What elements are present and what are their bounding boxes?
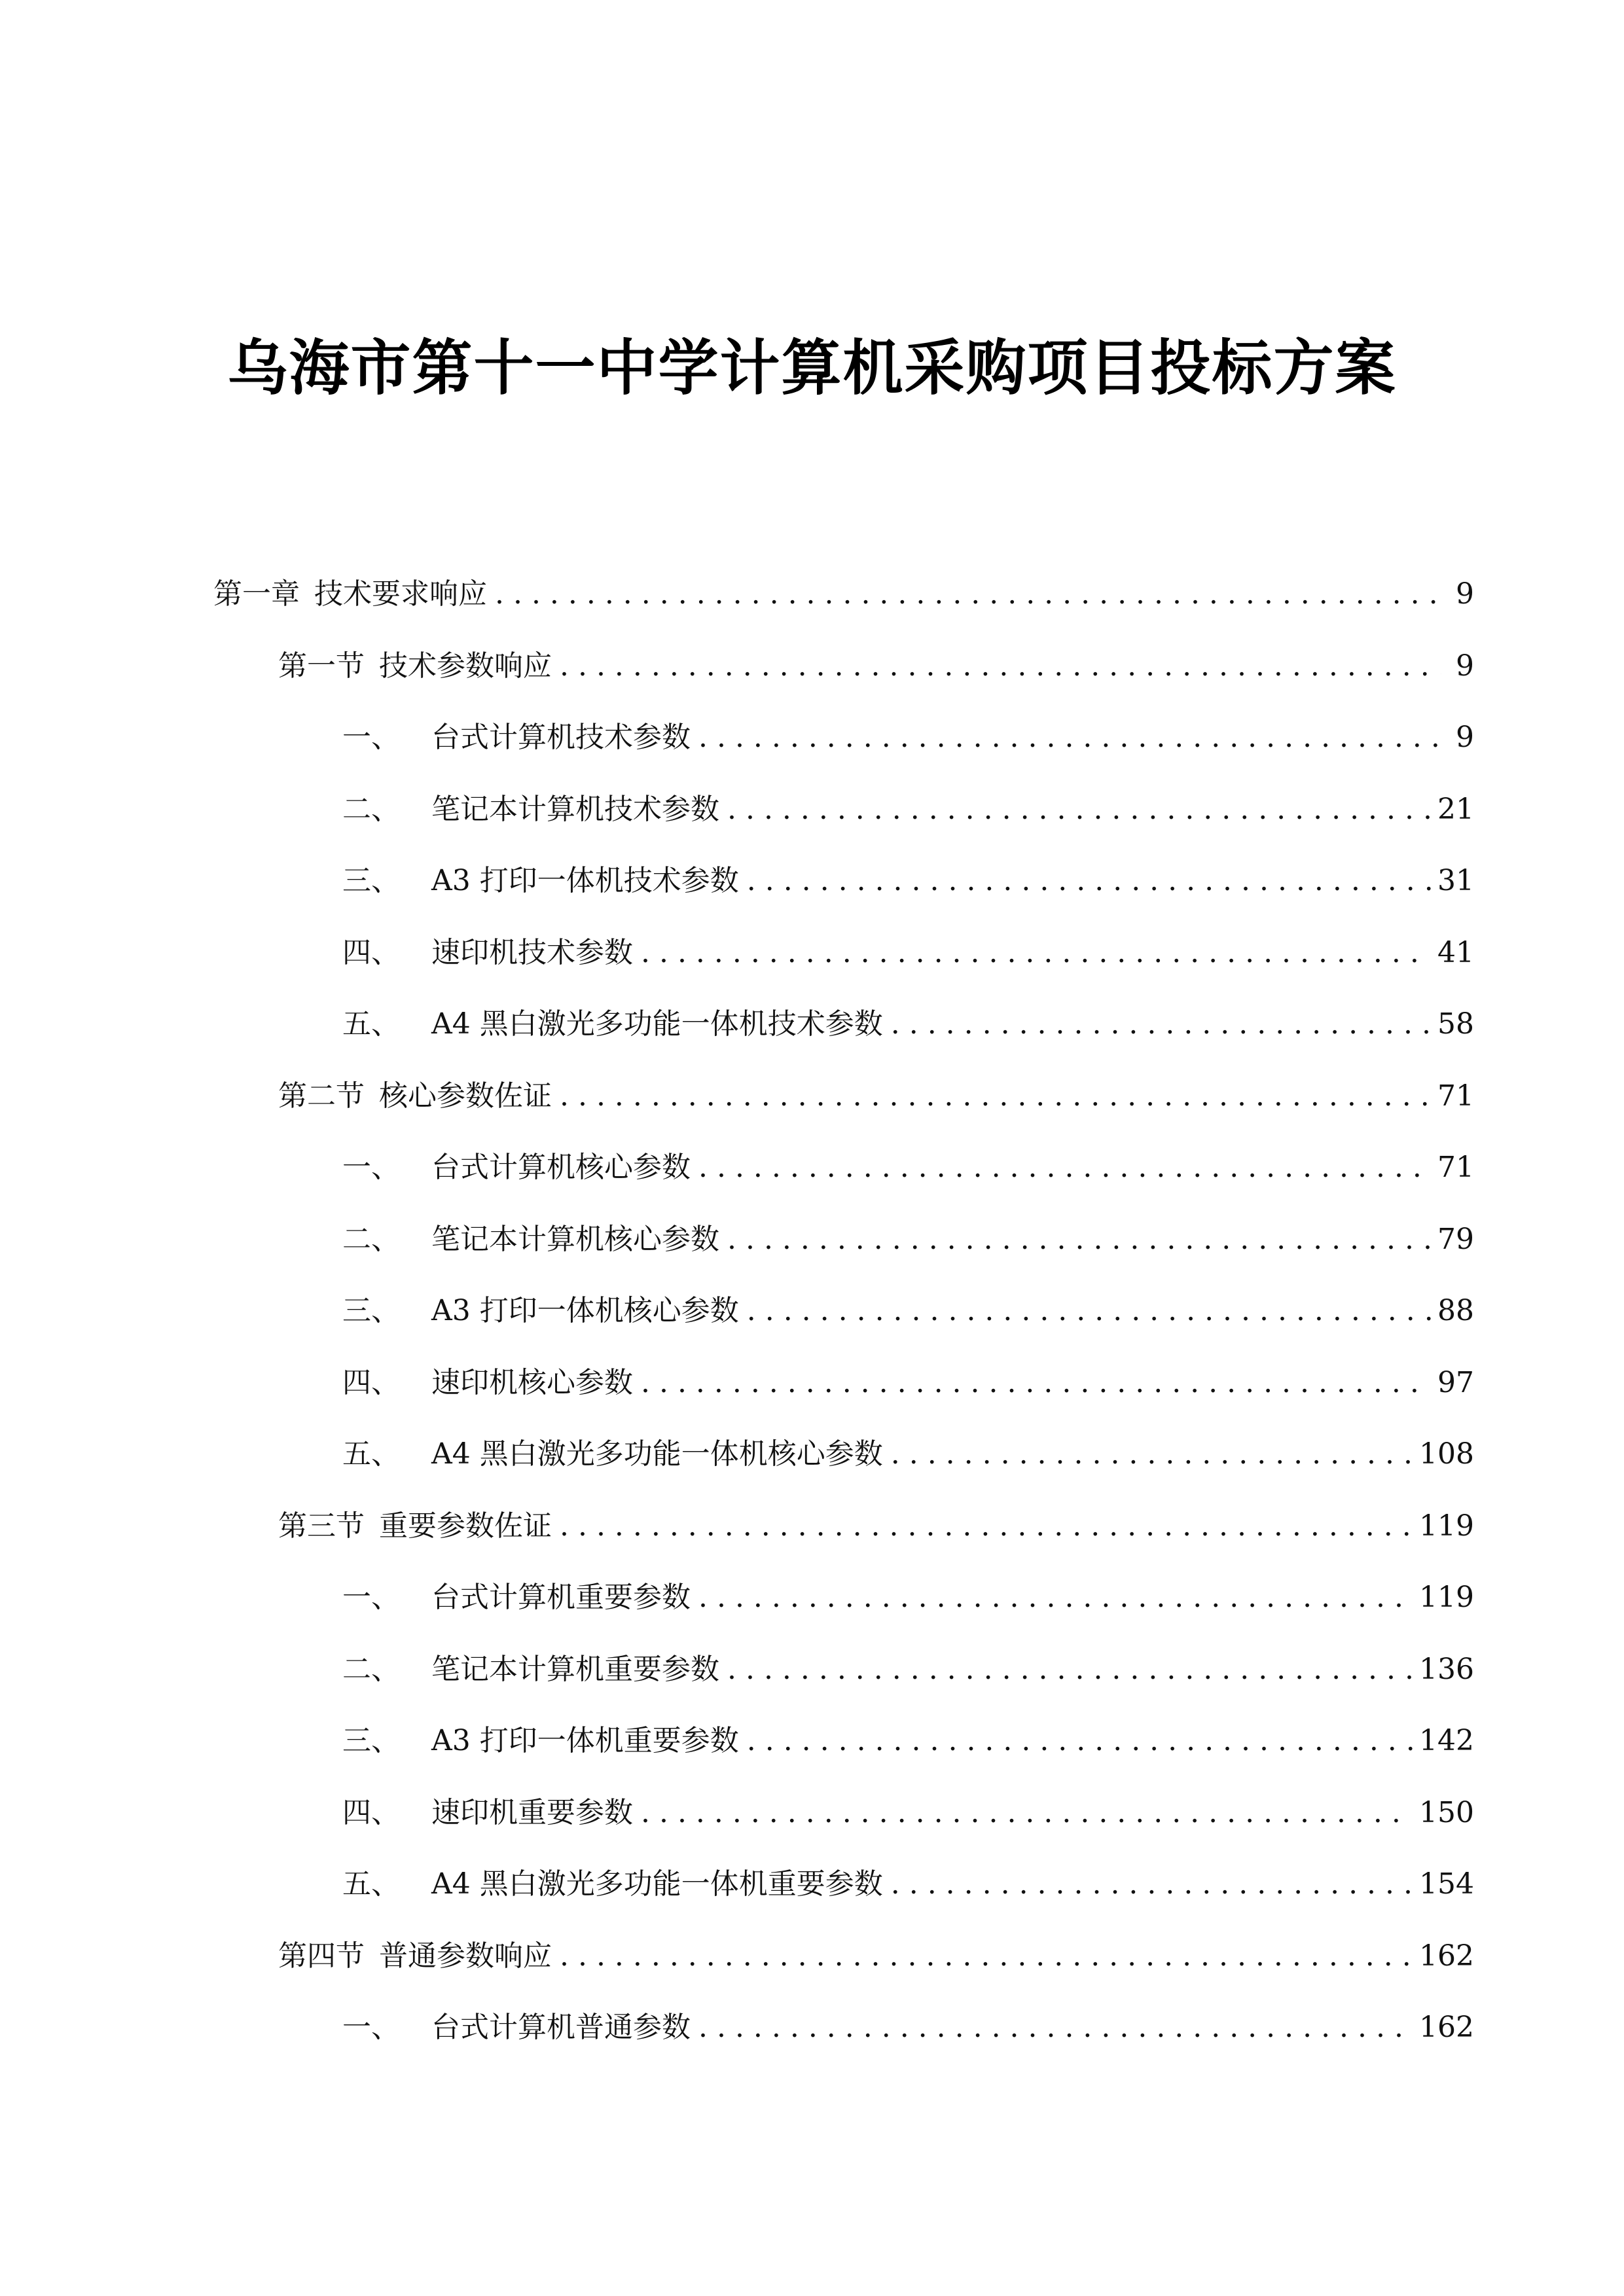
toc-entry-page-number: 9 (1456, 649, 1474, 683)
toc-dot-leader (727, 1643, 1413, 1696)
toc-entry[interactable] (342, 855, 1474, 907)
toc-entry[interactable] (278, 640, 1474, 692)
toc-entry[interactable] (342, 1357, 1474, 1409)
toc-entry[interactable] (342, 1858, 1474, 1910)
toc-entry-page-number: 97 (1437, 1365, 1474, 1399)
toc-entry-number: 第二节 (278, 1079, 365, 1113)
toc-dot-leader (641, 927, 1431, 979)
toc-entry-number: 一、 (342, 1151, 400, 1184)
toc-entry[interactable] (278, 1930, 1474, 1982)
toc-dot-leader (891, 998, 1431, 1050)
toc-entry-page-number: 136 (1419, 1652, 1474, 1686)
toc-entry-page-number: 21 (1437, 792, 1474, 826)
toc-entry-title: 笔记本计算机核心参数 (431, 1222, 719, 1256)
toc-dot-leader (891, 1428, 1413, 1480)
toc-entry-title: 台式计算机普通参数 (431, 2011, 691, 2044)
toc-entry-page-number: 150 (1419, 1795, 1474, 1829)
toc-dot-leader (747, 855, 1431, 907)
toc-entry-number: 五、 (342, 1437, 400, 1471)
toc-entry[interactable] (278, 1500, 1474, 1552)
toc-entry-number: 三、 (342, 864, 400, 897)
toc-entry-number: 五、 (342, 1867, 400, 1901)
toc-entry[interactable] (342, 1715, 1474, 1767)
toc-entry-title: 台式计算机重要参数 (431, 1581, 691, 1614)
toc-entry-title: A3 打印一体机重要参数 (431, 1724, 739, 1757)
toc-entry[interactable] (342, 1428, 1474, 1480)
toc-dot-leader (698, 2001, 1413, 2054)
toc-entry-title: 技术参数响应 (379, 649, 552, 683)
toc-entry-number: 第一章 (213, 577, 300, 611)
toc-entry-page-number: 9 (1456, 577, 1474, 611)
document-title: 乌海市第十一中学计算机采购项目投标方案 (227, 333, 1397, 403)
toc-entry[interactable] (342, 1787, 1474, 1839)
toc-entry-title: 笔记本计算机重要参数 (431, 1652, 719, 1686)
toc-entry-page-number: 31 (1437, 864, 1474, 897)
toc-dot-leader (891, 1858, 1413, 1910)
toc-entry-page-number: 142 (1419, 1724, 1474, 1757)
toc-entry[interactable] (342, 1213, 1474, 1266)
toc-dot-leader (747, 1285, 1431, 1337)
toc-entry-title: 速印机重要参数 (431, 1795, 633, 1829)
toc-dot-leader (560, 1070, 1431, 1122)
toc-entry-page-number: 154 (1419, 1867, 1474, 1901)
toc-dot-leader (698, 1141, 1431, 1194)
toc-entry-number: 三、 (342, 1724, 400, 1757)
toc-entry-title: A4 黑白激光多功能一体机核心参数 (431, 1437, 883, 1471)
toc-entry-number: 第四节 (278, 1939, 365, 1973)
toc-entry-page-number: 58 (1437, 1007, 1474, 1041)
toc-entry-title: 重要参数佐证 (379, 1509, 552, 1543)
toc-entry-title: A3 打印一体机核心参数 (431, 1294, 739, 1327)
toc-dot-leader (560, 1930, 1413, 1982)
toc-entry-page-number: 119 (1419, 1581, 1474, 1614)
toc-dot-leader (698, 1571, 1413, 1624)
toc-entry[interactable] (342, 1285, 1474, 1337)
toc-entry-number: 四、 (342, 1795, 400, 1829)
toc-entry-number: 二、 (342, 1222, 400, 1256)
toc-entry-number: 一、 (342, 2011, 400, 2044)
toc-entry-page-number: 79 (1437, 1222, 1474, 1256)
toc-entry-number: 四、 (342, 935, 400, 969)
toc-entry-number: 二、 (342, 1652, 400, 1686)
toc-dot-leader (641, 1787, 1413, 1839)
toc-dot-leader (641, 1357, 1431, 1409)
toc-entry-page-number: 119 (1419, 1509, 1474, 1543)
toc-dot-leader (560, 640, 1441, 692)
toc-entry-page-number: 108 (1419, 1437, 1474, 1471)
toc-entry-page-number: 162 (1419, 2011, 1474, 2044)
toc-entry-number: 五、 (342, 1007, 400, 1041)
toc-dot-leader (727, 783, 1431, 836)
toc-entry-page-number: 41 (1437, 935, 1474, 969)
toc-entry[interactable] (342, 1571, 1474, 1624)
toc-entry-title: 台式计算机技术参数 (431, 721, 691, 754)
toc-entry[interactable] (278, 1070, 1474, 1122)
toc-entry-title: A3 打印一体机技术参数 (431, 864, 739, 897)
toc-entry-number: 三、 (342, 1294, 400, 1327)
toc-entry-number: 一、 (342, 721, 400, 754)
toc-entry[interactable] (342, 1643, 1474, 1696)
toc-entry[interactable] (342, 783, 1474, 836)
toc-dot-leader (727, 1213, 1431, 1266)
toc-entry-title: 速印机核心参数 (431, 1365, 633, 1399)
toc-entry-page-number: 71 (1437, 1079, 1474, 1113)
toc-entry-title: 台式计算机核心参数 (431, 1151, 691, 1184)
toc-entry-title: A4 黑白激光多功能一体机重要参数 (431, 1867, 883, 1901)
toc-entry[interactable] (213, 568, 1474, 620)
toc-entry-page-number: 88 (1437, 1294, 1474, 1327)
toc-entry[interactable] (342, 2001, 1474, 2054)
toc-entry-number: 第一节 (278, 649, 365, 683)
toc-entry-title: 普通参数响应 (379, 1939, 552, 1973)
toc-dot-leader (747, 1715, 1413, 1767)
toc-entry[interactable] (342, 927, 1474, 979)
toc-entry-number: 一、 (342, 1581, 400, 1614)
toc-entry-title: 技术要求响应 (314, 577, 487, 611)
toc-entry[interactable] (342, 998, 1474, 1050)
toc-dot-leader (698, 711, 1441, 764)
toc-entry-page-number: 9 (1456, 721, 1474, 754)
toc-dot-leader (495, 568, 1441, 620)
toc-entry-title: 笔记本计算机技术参数 (431, 792, 719, 826)
toc-dot-leader (560, 1500, 1413, 1552)
toc-entry[interactable] (342, 711, 1474, 764)
toc-entry-title: A4 黑白激光多功能一体机技术参数 (431, 1007, 883, 1041)
toc-entry-title: 速印机技术参数 (431, 935, 633, 969)
toc-entry-title: 核心参数佐证 (379, 1079, 552, 1113)
toc-entry-page-number: 162 (1419, 1939, 1474, 1973)
toc-entry[interactable] (342, 1141, 1474, 1194)
toc-entry-number: 二、 (342, 792, 400, 826)
toc-entry-page-number: 71 (1437, 1151, 1474, 1184)
toc-entry-number: 第三节 (278, 1509, 365, 1543)
toc-entry-number: 四、 (342, 1365, 400, 1399)
